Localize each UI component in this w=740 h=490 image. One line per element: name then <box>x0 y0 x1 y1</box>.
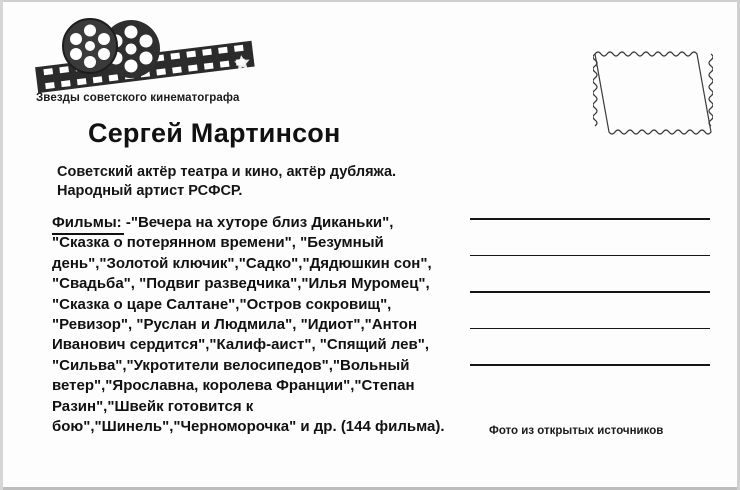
films-label-underline <box>52 233 124 235</box>
description-line-1: Советский актёр театра и кино, актёр дубляжа. <box>57 164 397 180</box>
description <box>57 163 457 201</box>
card-edge-left <box>0 0 3 490</box>
films-block <box>52 213 452 437</box>
film-reel-icon <box>28 16 260 94</box>
address-lines <box>470 218 710 401</box>
address-line <box>470 328 710 330</box>
films-label: Фильмы: <box>52 214 122 231</box>
stamp-box <box>593 48 713 138</box>
films-list: -"Вечера на хуторе близ Диканьки", "Сказка о потерянном времени", "Безумный день","Золотой ключик","Садко","Дядюшкин сон", "Свадьба", "Подвиг разведчика","Илья Муромец", "Сказка о царе Салтане","Остров сокровищ", "Ревизор", "Руслан и Людмила", "Идиот","Антон Иванович сердится","Калиф-аист", "Спящий лев", "Сильва","Укротители велосипедов","Вольный ветер","Ярославна, королева Франции","Степан Разин","Швейк готовится к бою","Шинель","Черноморочка" и др. <box>52 214 432 435</box>
address-line <box>470 218 710 220</box>
photo-credit: Фото из открытых источников <box>489 425 664 437</box>
card-edge-top <box>0 0 740 2</box>
address-line <box>470 255 710 257</box>
series-caption: Звезды советского кинематографа <box>36 92 240 104</box>
films-count: (144 фильма). <box>340 417 445 435</box>
address-line <box>470 291 710 293</box>
description-line-2: Народный артист РСФСР. <box>57 183 243 200</box>
address-line <box>470 364 710 366</box>
page-title: Сергей Мартинсон <box>88 118 341 148</box>
